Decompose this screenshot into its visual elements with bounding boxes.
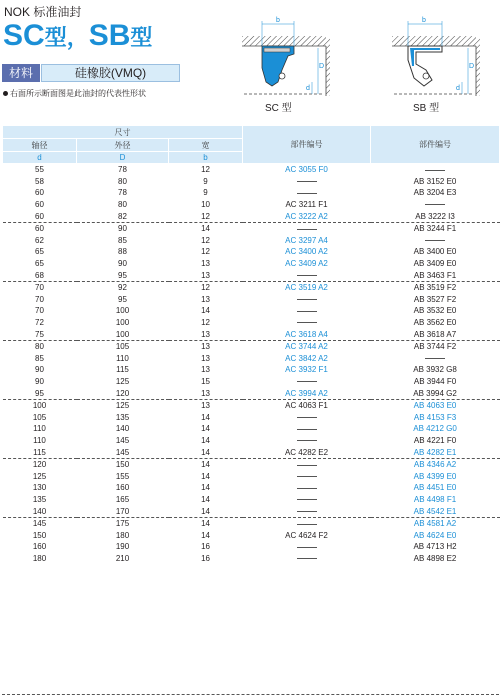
sb-part-cell: AB 4221 F0 [413, 435, 457, 445]
width-cell: 12 [201, 165, 210, 175]
not-available-dash [297, 547, 317, 548]
outer-cell: 90 [77, 222, 169, 234]
shaft-cell: 90 [35, 365, 44, 375]
outer-cell: 100 [115, 306, 130, 316]
not-available-dash [297, 524, 317, 525]
width-cell: 10 [201, 200, 210, 210]
outer-cell: 95 [118, 294, 127, 304]
outer-cell: 155 [115, 471, 130, 481]
table-row [3, 541, 500, 553]
sb-part-cell: AB 3400 E0 [413, 247, 457, 257]
sc-part-cell [243, 435, 371, 447]
material-row [2, 64, 178, 82]
width-header: 宽 [169, 139, 243, 152]
sc-part-cell: AC 3400 A2 [285, 247, 328, 257]
width-cell: 14 [201, 447, 210, 457]
table-row [3, 411, 500, 423]
shaft-cell: 65 [35, 259, 44, 269]
table-row [3, 435, 500, 447]
sb-part-cell: AB 4542 E1 [413, 506, 457, 516]
shaft-cell: 65 [35, 247, 44, 257]
sb-part-cell [371, 199, 500, 211]
sc-part-cell [243, 176, 371, 188]
table-row [3, 517, 500, 529]
table-row [3, 446, 500, 458]
section-note [3, 88, 146, 99]
shaft-cell: 115 [33, 447, 46, 457]
outer-cell: 180 [115, 530, 130, 540]
width-cell: 14 [201, 424, 210, 434]
sb-figure-caption: SB 型 [413, 103, 440, 114]
sc-part-cell: AC 3842 A2 [285, 353, 328, 363]
not-available-dash [297, 299, 317, 300]
not-available-dash [297, 488, 317, 489]
not-available-dash [425, 240, 445, 241]
table-row [3, 187, 500, 199]
sc-part-cell: AC 3297 A4 [285, 235, 328, 245]
sc-part-cell [243, 517, 371, 529]
table-row [3, 364, 500, 376]
sb-part-cell: AB 3204 E3 [413, 188, 457, 198]
table-row [3, 470, 500, 482]
sb-part-cell: AB 4153 F3 [413, 412, 457, 422]
sc-part-cell [243, 470, 371, 482]
table-row [3, 235, 500, 247]
width-cell: 14 [169, 517, 243, 529]
width-cell: 13 [201, 294, 210, 304]
sb-part-cell: AB 4624 E0 [413, 530, 457, 540]
width-cell: 13 [201, 365, 210, 375]
sb-part-cell: AB 4399 E0 [413, 471, 457, 481]
outer-cell: 140 [115, 424, 130, 434]
shaft-cell: 150 [32, 530, 47, 540]
width-cell: 16 [201, 542, 210, 552]
sb-part-cell: AB 3562 E0 [413, 318, 457, 328]
width-symbol: b [169, 152, 243, 164]
table-row [3, 353, 500, 365]
width-cell: 16 [201, 553, 210, 563]
spring-icon [279, 73, 285, 79]
width-cell: 13 [201, 388, 210, 398]
table-row [3, 317, 500, 329]
title-xing-2: 型 [130, 25, 153, 50]
sc-part-cell: AC 3211 F1 [285, 200, 328, 210]
sb-part-cell: AB 3744 F2 [371, 340, 500, 352]
sc-figure-caption: SC 型 [265, 103, 292, 114]
not-available-dash [297, 476, 317, 477]
width-cell: 13 [201, 259, 210, 269]
shaft-diameter-header: 轴径 [3, 139, 77, 152]
shaft-symbol: d [3, 152, 77, 164]
outer-cell: 190 [115, 542, 130, 552]
shaft-cell: 130 [32, 483, 47, 493]
outer-cell: 160 [115, 483, 130, 493]
not-available-dash [297, 311, 317, 312]
width-cell: 14 [201, 412, 210, 422]
outer-cell: 95 [118, 270, 127, 280]
sb-part-cell: AB 3618 A7 [413, 329, 457, 339]
sc-part-cell [243, 294, 371, 306]
shaft-cell: 60 [3, 222, 77, 234]
not-available-dash [297, 429, 317, 430]
sb-part-number-header: 部件编号 [371, 126, 500, 164]
shaft-cell: 110 [33, 424, 46, 434]
sc-part-cell [243, 482, 371, 494]
shaft-cell: 62 [35, 235, 44, 245]
table-row [3, 423, 500, 435]
outer-cell: 150 [77, 458, 169, 470]
sb-part-cell: AB 3222 I3 [415, 211, 455, 221]
sb-part-cell: AB 3527 F2 [413, 294, 457, 304]
table-row [3, 340, 500, 352]
table-row [3, 387, 500, 399]
dim-D-label: D [319, 63, 325, 70]
width-cell: 14 [201, 483, 210, 493]
shaft-cell: 70 [3, 281, 77, 293]
sc-part-cell: AC 3055 F0 [285, 165, 328, 175]
sb-part-cell: AB 4282 E1 [413, 447, 457, 457]
title-separator: ， [66, 25, 89, 50]
sb-part-cell: AB 4346 A2 [371, 458, 500, 470]
outer-cell: 100 [115, 329, 130, 339]
outer-cell: 125 [77, 399, 169, 411]
outer-cell: 78 [118, 165, 127, 175]
outer-cell: 115 [116, 365, 129, 375]
sc-part-cell [243, 458, 371, 470]
not-available-dash [297, 558, 317, 559]
outer-cell: 210 [115, 553, 130, 563]
table-row [3, 458, 500, 470]
table-row [3, 482, 500, 494]
dim-d-label: d [306, 85, 310, 92]
shaft-cell: 95 [35, 388, 44, 398]
shaft-cell: 80 [3, 340, 77, 352]
outer-diameter-header: 外径 [77, 139, 169, 152]
table-bottom-rule [2, 694, 499, 695]
width-cell: 12 [201, 235, 210, 245]
width-cell: 14 [169, 458, 243, 470]
sc-part-cell: AC 3519 A2 [243, 281, 371, 293]
not-available-dash [425, 170, 445, 171]
sc-part-cell [243, 494, 371, 506]
width-cell: 13 [169, 399, 243, 411]
sb-part-cell: AB 4713 H2 [413, 542, 457, 552]
table-row [3, 222, 500, 234]
not-available-dash [297, 440, 317, 441]
table-row [3, 258, 500, 270]
shaft-cell: 160 [32, 542, 47, 552]
shaft-cell: 70 [35, 306, 44, 316]
width-cell: 13 [201, 329, 210, 339]
table-row [3, 305, 500, 317]
outer-cell: 170 [115, 506, 130, 516]
sb-part-cell: AB 4451 E0 [413, 483, 457, 493]
outer-cell: 80 [118, 200, 127, 210]
not-available-dash [297, 229, 317, 230]
shaft-cell: 55 [35, 165, 44, 175]
sb-part-cell [371, 164, 500, 176]
table-row [3, 529, 500, 541]
table-row [3, 376, 500, 388]
sb-cross-section-figure [392, 8, 482, 100]
outer-cell: 88 [118, 247, 127, 257]
not-available-dash [297, 322, 317, 323]
sc-part-cell: AC 3744 A2 [243, 340, 371, 352]
not-available-dash [297, 417, 317, 418]
page-title [3, 19, 152, 53]
table-row [3, 553, 500, 565]
not-available-dash [297, 193, 317, 194]
width-cell: 14 [201, 494, 210, 504]
sc-part-cell [243, 187, 371, 199]
shaft-cell: 68 [35, 270, 44, 280]
shaft-cell: 135 [32, 494, 47, 504]
outer-cell: 165 [115, 494, 130, 504]
sb-part-cell: AB 4581 A2 [371, 517, 500, 529]
sb-part-cell: AB 3944 F0 [413, 376, 457, 386]
dim-b-label: b [276, 17, 280, 24]
shaft-cell: 70 [35, 294, 44, 304]
table-row [3, 210, 500, 222]
dim-D-label: D [469, 63, 475, 70]
table-row [3, 269, 500, 281]
not-available-dash [297, 275, 317, 276]
sc-part-cell [243, 305, 371, 317]
sc-part-cell [243, 222, 371, 234]
dim-b-label: b [422, 17, 426, 24]
title-xing-1: 型 [44, 25, 67, 50]
table-row [3, 246, 500, 258]
sc-part-cell [243, 541, 371, 553]
material-label: 材料 [2, 64, 40, 82]
sc-part-cell [243, 553, 371, 565]
width-cell: 14 [201, 506, 210, 516]
sc-part-cell [243, 411, 371, 423]
sc-part-cell: AC 3222 A2 [285, 211, 328, 221]
table-row [3, 294, 500, 306]
outer-cell: 120 [115, 388, 130, 398]
sb-part-cell: AB 3932 G8 [413, 365, 457, 375]
not-available-dash [297, 465, 317, 466]
width-cell: 14 [169, 222, 243, 234]
shaft-cell: 85 [35, 353, 44, 363]
not-available-dash [297, 511, 317, 512]
sc-part-cell [243, 317, 371, 329]
sb-part-cell: AB 4898 E2 [413, 553, 457, 563]
table-row [3, 505, 500, 517]
table-row [3, 494, 500, 506]
sb-part-cell: AB 3519 F2 [371, 281, 500, 293]
outer-cell: 125 [115, 376, 130, 386]
shaft-cell: 58 [35, 176, 44, 186]
width-cell: 14 [201, 530, 210, 540]
sb-part-cell: AB 3532 E0 [413, 306, 457, 316]
width-cell: 14 [201, 471, 210, 481]
outer-cell: 145 [115, 435, 130, 445]
sc-part-number-header: 部件编号 [243, 126, 371, 164]
outer-symbol: D [77, 152, 169, 164]
width-cell: 14 [201, 435, 210, 445]
table-row [3, 281, 500, 293]
outer-cell: 135 [115, 412, 130, 422]
seal-spec-table [2, 125, 500, 564]
sc-part-cell: AC 3618 A4 [285, 329, 328, 339]
table-row [3, 164, 500, 176]
outer-cell: 92 [77, 281, 169, 293]
width-cell: 13 [201, 353, 210, 363]
sb-part-cell: AB 4498 F1 [413, 494, 457, 504]
sb-part-cell: AB 4063 E0 [371, 399, 500, 411]
sc-part-cell: AC 4282 E2 [284, 447, 329, 457]
title-sc: SC [3, 19, 45, 52]
table-row [3, 399, 500, 411]
shaft-cell: 125 [32, 471, 47, 481]
width-cell: 12 [201, 247, 210, 257]
material-value: 硅橡胶(VMQ) [41, 64, 180, 82]
shaft-cell: 72 [35, 318, 44, 328]
sc-cross-section-figure [242, 8, 332, 100]
outer-cell: 100 [115, 318, 130, 328]
outer-cell: 145 [115, 447, 130, 457]
sc-part-cell [243, 376, 371, 388]
title-sb: SB [88, 19, 131, 52]
spring-icon [423, 73, 429, 79]
dim-d-label: d [456, 85, 460, 92]
shaft-cell: 105 [32, 412, 47, 422]
sb-part-cell: AB 3463 F1 [413, 270, 457, 280]
width-cell: 12 [201, 318, 210, 328]
outer-cell: 175 [77, 517, 169, 529]
outer-cell: 78 [118, 188, 127, 198]
width-cell: 13 [201, 270, 210, 280]
not-available-dash [425, 358, 445, 359]
shaft-cell: 120 [3, 458, 77, 470]
outer-cell: 105 [77, 340, 169, 352]
sb-part-cell: AB 3994 G2 [413, 388, 457, 398]
table-row [3, 199, 500, 211]
brand-title: NOK 标准油封 [4, 5, 82, 19]
shaft-cell: 110 [33, 435, 46, 445]
table-row [3, 328, 500, 340]
outer-cell: 85 [118, 235, 127, 245]
width-cell: 12 [169, 281, 243, 293]
sb-part-cell: AB 3409 E0 [413, 259, 457, 269]
shaft-cell: 60 [35, 200, 44, 210]
shaft-cell: 145 [3, 517, 77, 529]
shaft-cell: 60 [35, 188, 44, 198]
shaft-cell: 140 [32, 506, 47, 516]
sc-part-cell [243, 505, 371, 517]
bullet-icon [3, 91, 8, 96]
shaft-cell: 180 [32, 553, 47, 563]
sb-part-cell: AB 3152 E0 [413, 176, 457, 186]
width-cell: 13 [169, 340, 243, 352]
sc-part-cell: AC 3409 A2 [285, 259, 328, 269]
shaft-cell: 90 [35, 376, 44, 386]
shaft-cell: 75 [35, 329, 44, 339]
sc-part-cell: AC 4063 F1 [243, 399, 371, 411]
sb-part-cell: AB 3244 F1 [371, 222, 500, 234]
width-cell: 9 [203, 176, 208, 186]
sc-part-cell: AC 4624 F2 [285, 530, 328, 540]
sb-part-cell [371, 235, 500, 247]
sc-part-cell: AC 3932 F1 [285, 365, 328, 375]
outer-cell: 82 [118, 211, 127, 221]
dimension-group-header: 尺寸 [3, 126, 243, 139]
not-available-dash [297, 499, 317, 500]
sc-part-cell [243, 423, 371, 435]
outer-cell: 90 [118, 259, 127, 269]
note-text: 右面所示断面图是此油封的代表性形状 [10, 89, 146, 98]
not-available-dash [297, 381, 317, 382]
housing-hatch [242, 36, 326, 46]
sc-part-cell [243, 269, 371, 281]
table-row [3, 176, 500, 188]
width-cell: 14 [201, 306, 210, 316]
sc-part-cell: AC 3994 A2 [285, 388, 328, 398]
width-cell: 9 [203, 188, 208, 198]
outer-cell: 110 [116, 353, 129, 363]
outer-cell: 80 [118, 176, 127, 186]
sb-part-cell: AB 4212 G0 [413, 424, 457, 434]
not-available-dash [297, 181, 317, 182]
width-cell: 12 [201, 211, 210, 221]
shaft-cell: 60 [35, 211, 44, 221]
not-available-dash [425, 204, 445, 205]
sb-part-cell [371, 353, 500, 365]
shaft-cell: 100 [3, 399, 77, 411]
width-cell: 15 [201, 376, 210, 386]
